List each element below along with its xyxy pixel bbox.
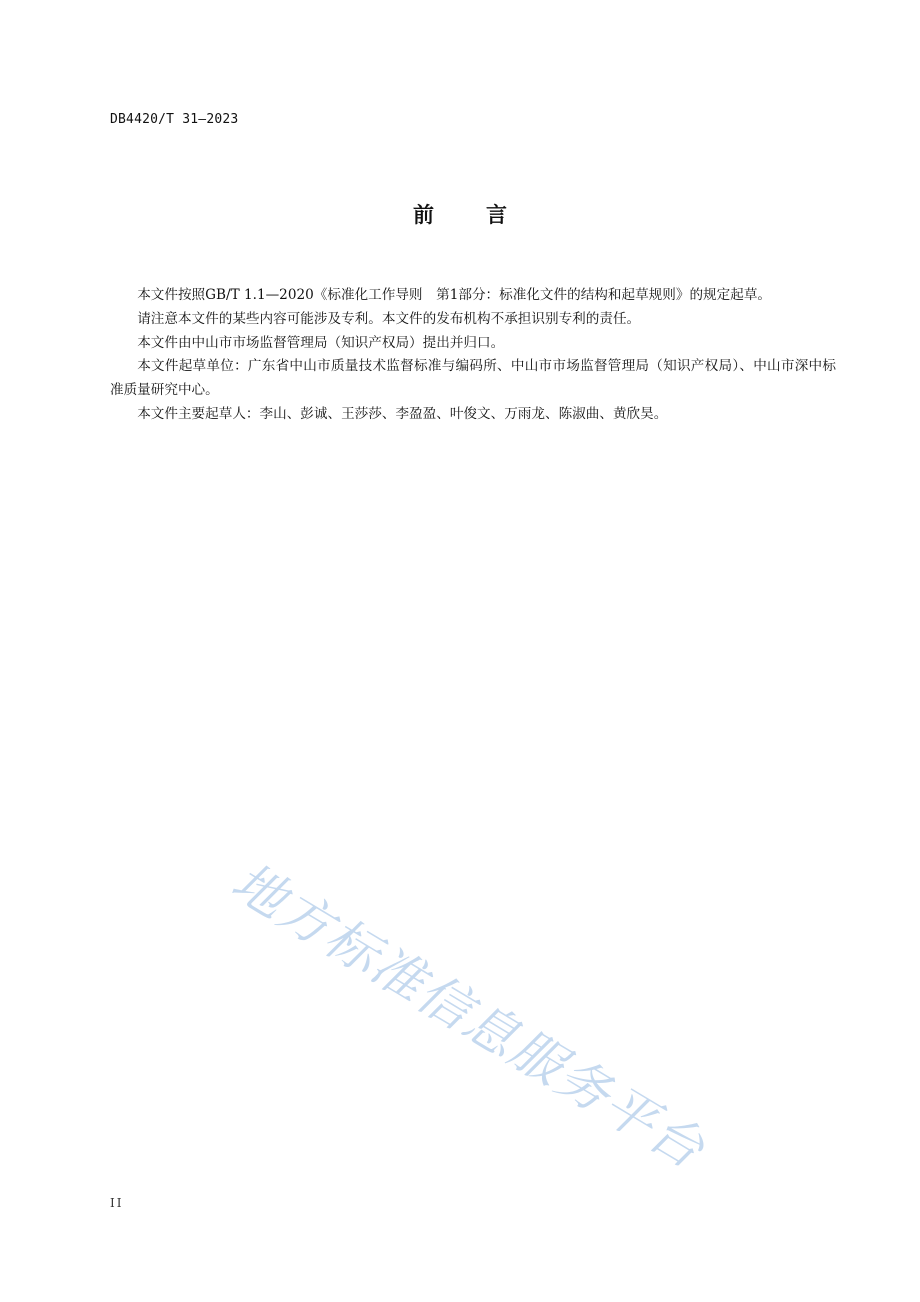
paragraph-drafting-rules: 本文件按照GB/T 1.1—2020《标准化工作导则 第1部分：标准化文件的结构和起草规则》的规定起草。 (137, 287, 772, 303)
paragraph-drafting-units: 本文件起草单位：广东省中山市质量技术监督标准与编码所、中山市市场监督管理局（知识产权局）、中山市深中标准质量研究中心。 (110, 358, 836, 399)
paragraph-proposer: 本文件由中山市市场监督管理局（知识产权局）提出并归口。 (137, 334, 505, 351)
section-title: 前言 (413, 203, 559, 227)
foreword-body (110, 284, 836, 427)
paragraph-patent-notice: 请注意本文件的某些内容可能涉及专利。本文件的发布机构不承担识别专利的责任。 (137, 310, 641, 327)
paragraph-drafters: 本文件主要起草人：李山、彭诚、王莎莎、李盈盈、叶俊文、万雨龙、陈淑曲、黄欣昊。 (137, 405, 668, 422)
page-number: II (110, 1196, 124, 1210)
document-code: DB4420/T 31—2023 (110, 112, 239, 127)
watermark: 地方标准信息服务平台 (221, 851, 716, 1182)
